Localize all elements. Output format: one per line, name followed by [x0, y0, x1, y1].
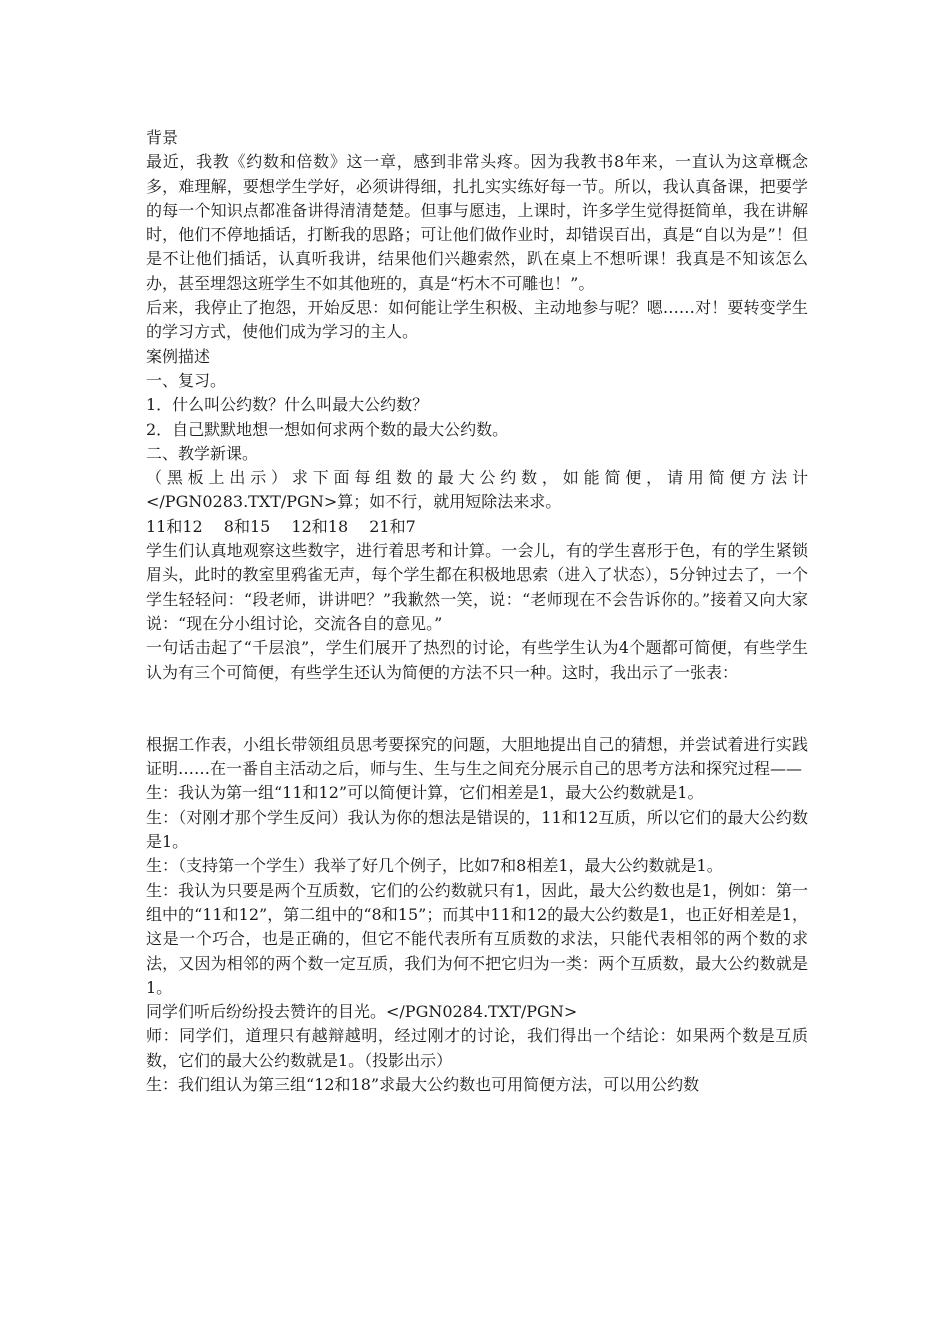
dialogue-teacher: 师：同学们，道理只有越辩越明，经过刚才的讨论，我们得出一个结论：如果两个数是互质数，它们的最大公约数就是1。（投影出示） — [146, 1026, 808, 1070]
dialogue-student-1: 生：我认为第一组“11和12”可以简便计算，它们相差是1，最大公约数就是1。 — [146, 783, 704, 803]
document-page — [146, 126, 808, 1097]
dialogue-student-2: 生：（对刚才那个学生反问）我认为你的想法是错误的，11和12互质，所以它们的最大公约数是1。 — [146, 807, 808, 852]
review-item-2: 2．自己默默地想一想如何求两个数的最大公约数。 — [146, 419, 509, 439]
dialogue-student-5: 生：我们组认为第三组“12和18”求最大公约数也可用简便方法，可以用公约数 — [146, 1074, 700, 1094]
section-review: 一、复习。 — [146, 370, 227, 390]
review-item-1: 1．什么叫公约数？什么叫最大公约数？ — [146, 395, 429, 415]
heading-background: 背景 — [146, 128, 179, 147]
number-pairs: 11和12 8和15 12和18 21和7 — [146, 516, 416, 536]
blank-space — [146, 685, 808, 733]
dialogue-student-4: 生：我认为只要是两个互质数，它们的公约数就只有1，因此，最大公约数也是1，例如：第一组中的“11和12”，第二组中的“8和15”；而其中11和12的最大公约数是1，也正好相差是1，这是一个巧合，也是正确的，但它不能代表所有互质数的求法，只能代表相邻的两个数的求法，又因为相邻的两个数一定互质，我们为何不把它归为一类：两个互质数，最大公约数就是1。 — [146, 880, 808, 997]
section-new-lesson: 二、教学新课。 — [146, 443, 259, 463]
paragraph-discussion: 一句话击起了“千层浪”，学生们展开了热烈的讨论，有些学生认为4个题都可简便，有些学生认为有三个可简便，有些学生还认为简便的方法不只一种。这时，我出示了一张表： — [146, 638, 808, 682]
paragraph-students-thinking: 学生们认真地观察这些数字，进行着思考和计算。一会儿，有的学生喜形于色，有的学生紧锁眉头，此时的教室里鸦雀无声，每个学生都在积极地思索（进入了状态），5分钟过去了，一个学生轻轻问：“段老师，讲讲吧？”我歉然一笑，说：“老师现在不会告诉你的。”接着又向大家说：“现在分小组讨论，交流各自的意见。” — [146, 541, 808, 633]
paragraph-background-1: 最近，我教《约数和倍数》这一章，感到非常头疼。因为我教书8年来，一直认为这章概念多，难理解，要想学生学好，必须讲得细，扎扎实实练好每一节。所以，我认真备课，把要学的每一个知识点都准备讲得清清楚楚。但事与愿违，上课时，许多学生觉得挺简单，我在讲解时，他们不停地插话，打断我的思路；可让他们做作业时，却错误百出，真是“自以为是”！但是不让他们插话，认真听我讲，结果他们兴趣索然，趴在桌上不想听课！我真是不知该怎么办，甚至埋怨这班学生不如其他班的，真是“朽木不可雕也！”。 — [146, 152, 808, 293]
heading-case-description: 案例描述 — [146, 346, 211, 366]
paragraph-worksheet: 根据工作表，小组长带领组员思考要探究的问题，大胆地提出自己的猜想，并尝试着进行实践证明……在一番自主活动之后，师与生、生与生之间充分展示自己的思考方法和探究过程—— — [146, 734, 808, 779]
dialogue-student-3: 生：（支持第一个学生）我举了好几个例子，比如7和8相差1，最大公约数就是1。 — [146, 856, 723, 876]
paragraph-approval: 同学们听后纷纷投去赞许的目光。</PGN0284.TXT/PGN> — [146, 1002, 578, 1022]
paragraph-blackboard-task: （黑板上出示）求下面每组数的最大公约数，如能简便，请用简便方法计</PGN0283.TXT/PGN>算；如不行，就用短除法来求。 — [146, 468, 808, 512]
paragraph-background-2: 后来，我停止了抱怨，开始反思：如何能让学生积极、主动地参与呢？嗯……对！要转变学生的学习方式，使他们成为学习的主人。 — [146, 298, 808, 342]
